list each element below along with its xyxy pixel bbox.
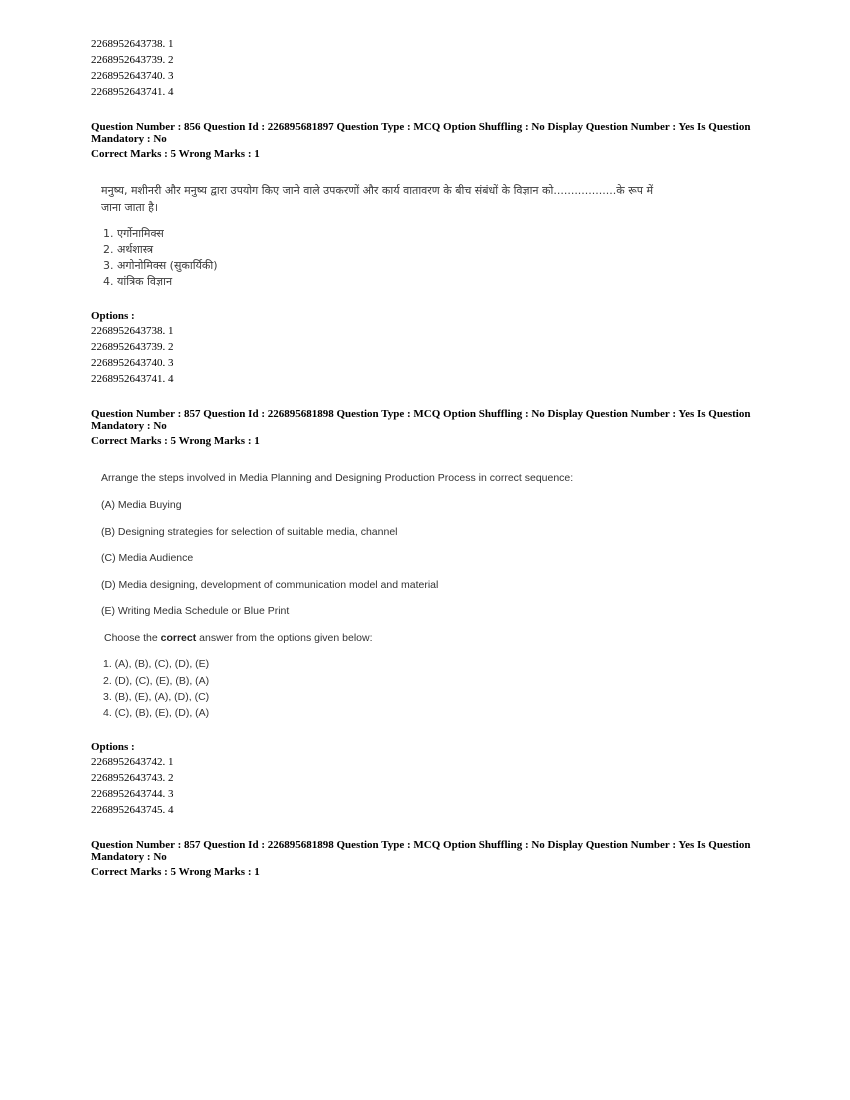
choose-instruction: Choose the correct answer from the options given below: <box>104 632 373 644</box>
option-id-line: 2268952643738. 1 <box>91 38 174 50</box>
answer-choice: 4. यांत्रिक विज्ञान <box>103 275 173 288</box>
answer-choice: 2. अर्थशास्त्र <box>103 243 154 256</box>
answer-choice: 1. (A), (B), (C), (D), (E) <box>103 658 210 670</box>
question-header: Question Number : 856 Question Id : 226895681897 Question Type : MCQ Option Shuffling : No Display Question Number : Yes Is Question <box>91 121 751 133</box>
question-header-mandatory: Mandatory : No <box>91 851 167 863</box>
answer-choice: 2. (D), (C), (E), (B), (A) <box>103 675 210 687</box>
question-step: (B) Designing strategies for selection of suitable media, channel <box>101 526 398 538</box>
option-id-line: 2268952643739. 2 <box>91 341 174 353</box>
answer-choice: 3. अगोनोमिक्स (सुकार्यिकी) <box>103 259 218 272</box>
question-header: Question Number : 857 Question Id : 226895681898 Question Type : MCQ Option Shuffling : No Display Question Number : Yes Is Question <box>91 839 751 851</box>
question-step: (A) Media Buying <box>101 499 182 511</box>
option-id-line: 2268952643738. 1 <box>91 325 174 337</box>
option-id-line: 2268952643740. 3 <box>91 357 174 369</box>
question-step: (E) Writing Media Schedule or Blue Print <box>101 605 290 617</box>
question-header-mandatory: Mandatory : No <box>91 420 167 432</box>
options-label: Options : <box>91 310 135 322</box>
question-step: (C) Media Audience <box>101 552 194 564</box>
question-marks: Correct Marks : 5 Wrong Marks : 1 <box>91 148 260 160</box>
option-id-line: 2268952643744. 3 <box>91 788 174 800</box>
question-marks: Correct Marks : 5 Wrong Marks : 1 <box>91 866 260 878</box>
question-text-line: जाना जाता है। <box>101 201 159 214</box>
question-step: (D) Media designing, development of communication model and material <box>101 579 439 591</box>
option-id-line: 2268952643741. 4 <box>91 373 174 385</box>
answer-choice: 4. (C), (B), (E), (D), (A) <box>103 707 210 719</box>
options-label: Options : <box>91 741 135 753</box>
option-id-line: 2268952643742. 1 <box>91 756 174 768</box>
question-text-line: Arrange the steps involved in Media Planning and Designing Production Process in correct sequence: <box>101 472 574 484</box>
option-id-line: 2268952643741. 4 <box>91 86 174 98</box>
question-header-mandatory: Mandatory : No <box>91 133 167 145</box>
option-id-line: 2268952643743. 2 <box>91 772 174 784</box>
answer-choice: 3. (B), (E), (A), (D), (C) <box>103 691 210 703</box>
option-id-line: 2268952643739. 2 <box>91 54 174 66</box>
option-id-line: 2268952643745. 4 <box>91 804 174 816</box>
answer-choice: 1. एर्गोनामिक्स <box>103 227 164 240</box>
option-id-line: 2268952643740. 3 <box>91 70 174 82</box>
question-header: Question Number : 857 Question Id : 226895681898 Question Type : MCQ Option Shuffling : No Display Question Number : Yes Is Question <box>91 408 751 420</box>
question-marks: Correct Marks : 5 Wrong Marks : 1 <box>91 435 260 447</box>
question-text-line: मनुष्य, मशीनरी और मनुष्य द्वारा उपयोग किए जाने वाले उपकरणों और कार्य वातावरण के बीच संबंधों के विज्ञान को..................के रूप में <box>101 184 654 197</box>
